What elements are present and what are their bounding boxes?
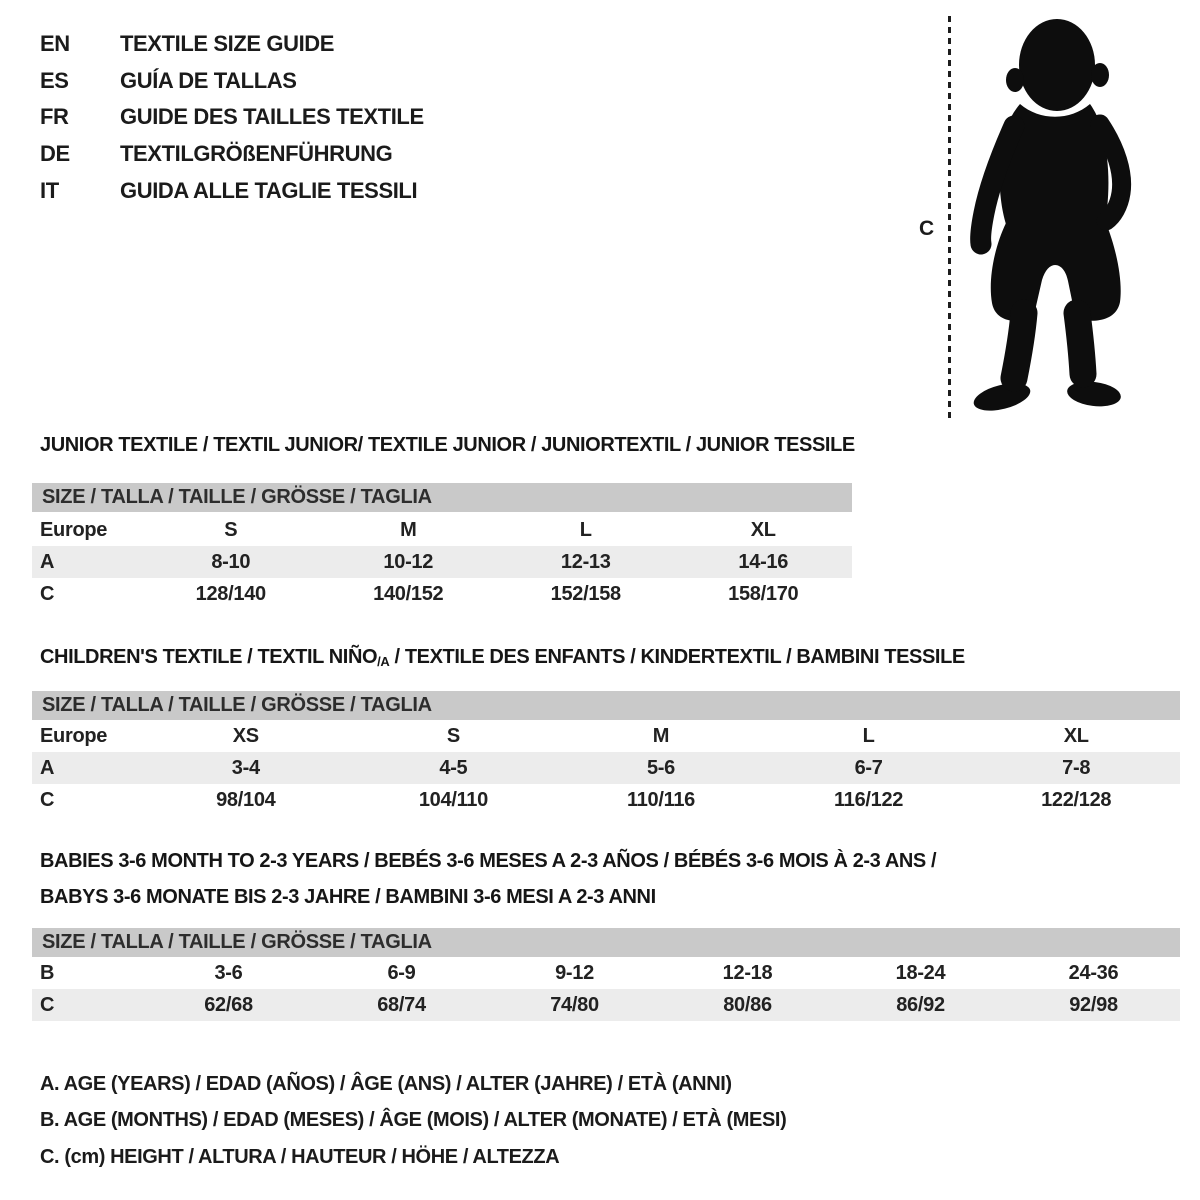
table-row [32,578,852,610]
table-row [32,784,1180,816]
row-label: C [40,993,55,1016]
table-cell: 12-13 [560,550,611,573]
table-cell: 62/68 [204,993,253,1016]
table-cell: 8-10 [211,550,251,573]
section-title-babies-line1: BABIES 3-6 MONTH TO 2-3 YEARS / BEBÉS 3-6 MESES A 2-3 AÑOS / BÉBÉS 3-6 MOIS À 2-3 ANS / [40,850,937,872]
language-code: ES [40,67,69,93]
guide-title: GUÍA DE TALLAS [120,67,297,93]
table-row [32,957,1180,989]
guide-title: GUIDA ALLE TAGLIE TESSILI [120,177,418,203]
table-cell: M [652,724,670,747]
table-cell: 140/152 [373,582,444,605]
table-children [32,720,1180,816]
table-cell: XL [750,518,776,541]
language-code: FR [40,104,69,130]
section-title-children-main: CHILDREN'S TEXTILE / TEXTIL NIÑO [40,646,378,668]
table-cell: 104/110 [418,788,488,811]
size-header-bar-junior: SIZE / TALLA / TAILLE / GRÖSSE / TAGLIA [32,483,852,512]
table-cell: 10-12 [383,550,434,573]
table-cell: 98/104 [216,788,276,811]
table-cell: 92/98 [1069,993,1118,1016]
section-title-junior: JUNIOR TEXTILE / TEXTIL JUNIOR/ TEXTILE JUNIOR / JUNIORTEXTIL / JUNIOR TESSILE [40,434,855,456]
table-cell: 80/86 [723,993,772,1016]
table-cell: 18-24 [895,961,946,984]
row-label: A [40,550,55,573]
row-label: Europe [40,724,108,747]
row-label: A [40,756,55,779]
row-label: B [40,961,55,984]
language-row-fr [40,99,424,136]
section-title-children-sub: /A [377,654,390,669]
language-row-en [40,26,424,63]
language-row-de [40,136,424,173]
height-measure-label: C [919,217,935,240]
table-cell: 122/128 [1041,788,1112,811]
table-cell: 128/140 [195,582,266,605]
table-cell: 74/80 [550,993,599,1016]
table-cell: S [224,518,238,541]
table-cell: 7-8 [1062,756,1091,779]
table-junior [32,514,852,610]
language-code: IT [40,177,59,203]
section-title-children-rest: / TEXTILE DES ENFANTS / KINDERTEXTIL / BAMBINI TESSILE [389,646,965,668]
table-cell: 158/170 [728,582,799,605]
row-label: Europe [40,518,108,541]
table-row [32,989,1180,1021]
size-header-bar-children: SIZE / TALLA / TAILLE / GRÖSSE / TAGLIA [32,691,1180,720]
legend-line-b: B. AGE (MONTHS) / EDAD (MESES) / ÂGE (MOIS) / ALTER (MONATE) / ETÀ (MESI) [40,1109,787,1132]
legend-line-a: A. AGE (YEARS) / EDAD (AÑOS) / ÂGE (ANS) / ALTER (JAHRE) / ETÀ (ANNI) [40,1072,732,1095]
table-cell: 5-6 [646,756,675,779]
guide-title: TEXTILGRÖßENFÜHRUNG [120,141,393,167]
table-cell: 86/92 [896,993,945,1016]
row-label: C [40,788,55,811]
table-cell: 12-18 [722,961,773,984]
legend-line-c: C. (cm) HEIGHT / ALTURA / HAUTEUR / HÖHE / ALTEZZA [40,1145,560,1168]
language-row-es [40,63,424,100]
table-cell: M [400,518,417,541]
table-row [32,720,1180,752]
table-cell: 3-4 [231,756,260,779]
row-label: C [40,582,55,605]
guide-title: GUIDE DES TAILLES TEXTILE [120,104,424,130]
table-cell: 6-9 [387,961,416,984]
table-cell: 9-12 [555,961,594,984]
table-babies [32,957,1180,1021]
language-code: EN [40,31,70,57]
section-title-babies-line2: BABYS 3-6 MONATE BIS 2-3 JAHRE / BAMBINI 3-6 MESI A 2-3 ANNI [40,886,656,908]
table-cell: 152/158 [550,582,621,605]
table-cell: 14-16 [738,550,789,573]
size-header-bar-babies: SIZE / TALLA / TAILLE / GRÖSSE / TAGLIA [32,928,1180,957]
table-cell: L [862,724,875,747]
table-cell: XS [232,724,259,747]
table-row [32,752,1180,784]
table-cell: XL [1063,724,1089,747]
toddler-silhouette-icon [958,18,1143,420]
table-cell: L [579,518,592,541]
table-cell: 3-6 [214,961,243,984]
section-title-children [40,646,965,669]
guide-title: TEXTILE SIZE GUIDE [120,31,335,57]
language-header [40,26,424,209]
table-cell: 4-5 [439,756,468,779]
language-code: DE [40,141,70,167]
table-cell: S [446,724,460,747]
table-cell: 68/74 [377,993,426,1016]
table-row [32,514,852,546]
height-measure-dashed-line [948,16,951,420]
table-cell: 24-36 [1068,961,1119,984]
table-cell: 116/122 [834,788,904,811]
table-cell: 6-7 [854,756,883,779]
table-cell: 110/116 [626,788,695,811]
language-row-it [40,172,424,209]
legend [40,1066,786,1176]
table-row [32,546,852,578]
